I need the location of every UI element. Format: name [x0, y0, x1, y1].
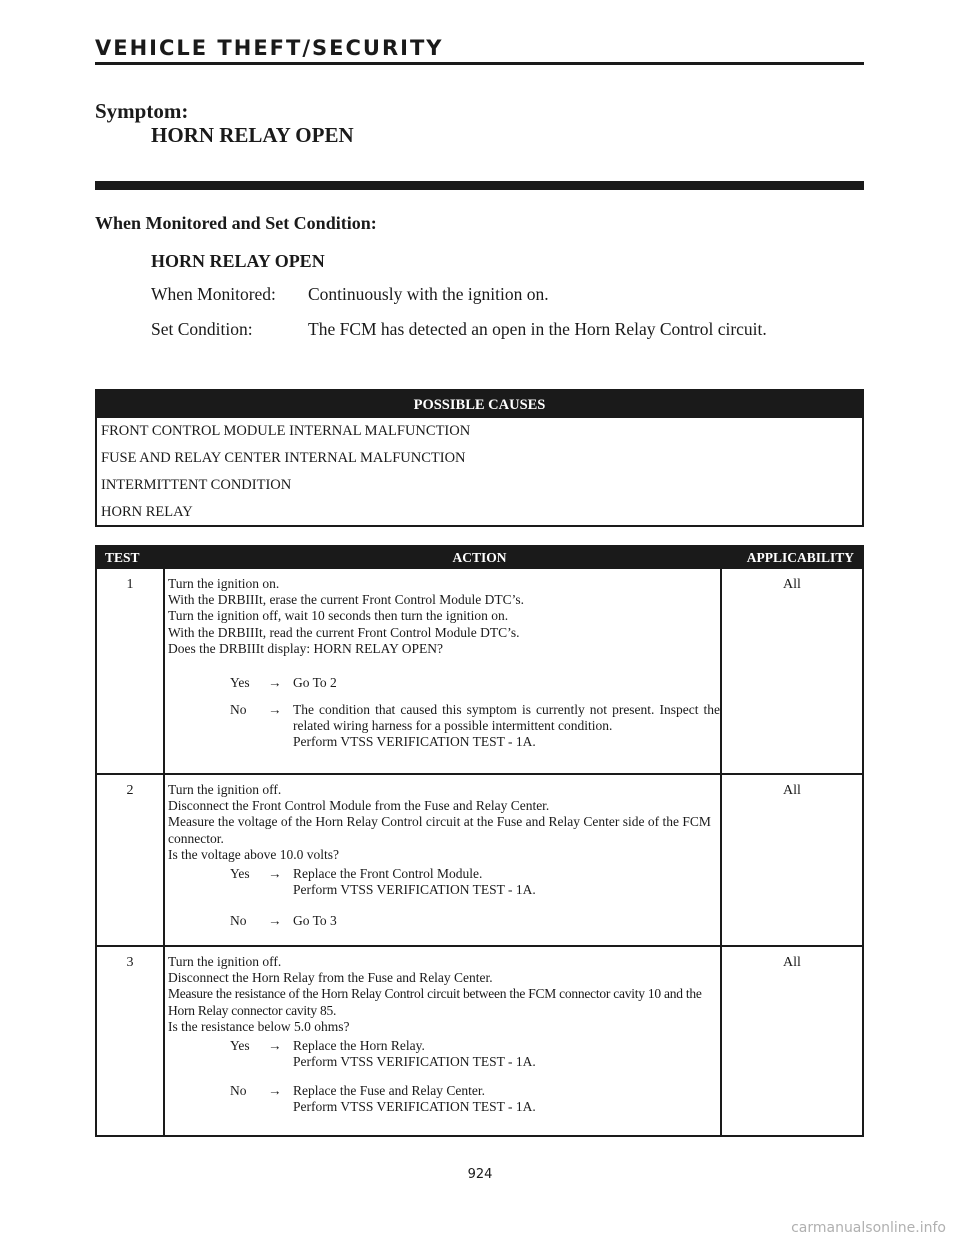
- test-step: Measure the voltage of the Horn Relay Control circuit at the Fuse and Relay Center side of the FCM connector.: [168, 814, 711, 846]
- yes-label: Yes: [230, 1038, 250, 1053]
- result-line: The condition that caused this symptom is currently not present. Inspect the related wiring harness for a possible intermittent condition.: [293, 702, 720, 734]
- cause-item: INTERMITTENT CONDITION: [101, 477, 292, 493]
- test-step: Disconnect the Front Control Module from the Fuse and Relay Center.: [168, 798, 550, 814]
- header-applicability: APPLICABILITY: [746, 550, 854, 565]
- no-result: [293, 702, 720, 751]
- test-step: Is the voltage above 10.0 volts?: [168, 846, 339, 862]
- test-table: [95, 545, 864, 1137]
- arrow-icon: →: [268, 702, 282, 717]
- test-table-header: [97, 547, 862, 569]
- result-line: Replace the Front Control Module.: [293, 866, 483, 881]
- test-row: [97, 775, 862, 945]
- test-step: Is the resistance below 5.0 ohms?: [168, 1018, 350, 1034]
- test-applicability: All: [783, 577, 801, 592]
- arrow-icon: →: [268, 675, 282, 690]
- possible-causes-table: [95, 389, 864, 527]
- page-number: 924: [467, 1167, 493, 1182]
- symptom-rule: [95, 181, 864, 190]
- result-line: Go To 2: [293, 675, 337, 690]
- yes-label: Yes: [230, 675, 250, 690]
- no-branch: [230, 1083, 720, 1115]
- cause-item: FUSE AND RELAY CENTER INTERNAL MALFUNCTION: [101, 450, 466, 466]
- test-step: Turn the ignition off, wait 10 seconds then turn the ignition on.: [168, 608, 509, 624]
- test-row: [97, 569, 862, 773]
- test-number: 2: [126, 783, 134, 798]
- result-line: Replace the Fuse and Relay Center.: [293, 1083, 485, 1098]
- yes-branch: [230, 1038, 720, 1070]
- result-line: Perform VTSS VERIFICATION TEST - 1A.: [293, 1054, 536, 1070]
- test-steps: [168, 782, 718, 863]
- test-step: Measure the resistance of the Horn Relay Control circuit between the FCM connector cavity 10 and the Horn Relay connector cavity 85.: [168, 986, 702, 1018]
- arrow-icon: →: [268, 1038, 282, 1053]
- test-applicability: All: [783, 955, 801, 970]
- symptom-label: Symptom:: [95, 99, 189, 123]
- test-step: Disconnect the Horn Relay from the Fuse and Relay Center.: [168, 970, 493, 986]
- set-condition-label: Set Condition:: [151, 319, 253, 339]
- when-monitored-line: [151, 284, 549, 305]
- header-action: ACTION: [452, 550, 507, 565]
- test-step: Turn the ignition on.: [168, 576, 280, 591]
- no-label: No: [230, 702, 247, 717]
- result-line: Perform VTSS VERIFICATION TEST - 1A.: [293, 1099, 536, 1115]
- test-step: With the DRBIIIt, erase the current Front Control Module DTC’s.: [168, 592, 525, 608]
- set-condition-line: [151, 319, 767, 340]
- test-steps: [168, 576, 718, 657]
- no-result: [293, 913, 720, 929]
- yes-result: [293, 675, 720, 691]
- header-test: TEST: [105, 550, 140, 565]
- possible-causes-heading: POSSIBLE CAUSES: [97, 391, 862, 418]
- test-number: 3: [126, 955, 134, 970]
- result-line: Perform VTSS VERIFICATION TEST - 1A.: [293, 734, 536, 750]
- yes-result: [293, 1038, 720, 1070]
- cause-item: HORN RELAY: [101, 504, 193, 520]
- yes-result: [293, 866, 720, 898]
- symptom-name: HORN RELAY OPEN: [151, 123, 354, 147]
- no-branch: [230, 913, 720, 929]
- test-step: Does the DRBIIIt display: HORN RELAY OPEN?: [168, 640, 443, 656]
- test-row: [97, 947, 862, 1137]
- when-monitored-label: When Monitored:: [151, 284, 276, 304]
- test-number: 1: [126, 577, 134, 592]
- set-condition-value: The FCM has detected an open in the Horn Relay Control circuit.: [308, 319, 767, 339]
- monitor-name: HORN RELAY OPEN: [151, 251, 325, 271]
- header-rule: [95, 62, 864, 65]
- arrow-icon: →: [268, 1083, 282, 1098]
- watermark: carmanualsonline.info: [791, 1220, 946, 1236]
- arrow-icon: →: [268, 866, 282, 881]
- yes-branch: [230, 675, 720, 691]
- no-branch: [230, 702, 720, 751]
- section-title: VEHICLE THEFT/SECURITY: [95, 36, 444, 60]
- test-step: Turn the ignition off.: [168, 954, 282, 969]
- result-line: Go To 3: [293, 913, 337, 928]
- when-monitored-value: Continuously with the ignition on.: [308, 284, 549, 304]
- arrow-icon: →: [268, 913, 282, 928]
- monitor-heading: When Monitored and Set Condition:: [95, 213, 377, 233]
- yes-branch: [230, 866, 720, 898]
- cause-item: FRONT CONTROL MODULE INTERNAL MALFUNCTION: [101, 423, 471, 439]
- no-label: No: [230, 913, 247, 928]
- test-applicability: All: [783, 783, 801, 798]
- no-result: [293, 1083, 720, 1115]
- result-line: Replace the Horn Relay.: [293, 1038, 425, 1053]
- no-label: No: [230, 1083, 247, 1098]
- yes-label: Yes: [230, 866, 250, 881]
- result-line: Perform VTSS VERIFICATION TEST - 1A.: [293, 882, 536, 898]
- test-step: Turn the ignition off.: [168, 782, 282, 797]
- test-steps: [168, 954, 718, 1035]
- test-step: With the DRBIIIt, read the current Front Control Module DTC’s.: [168, 624, 520, 640]
